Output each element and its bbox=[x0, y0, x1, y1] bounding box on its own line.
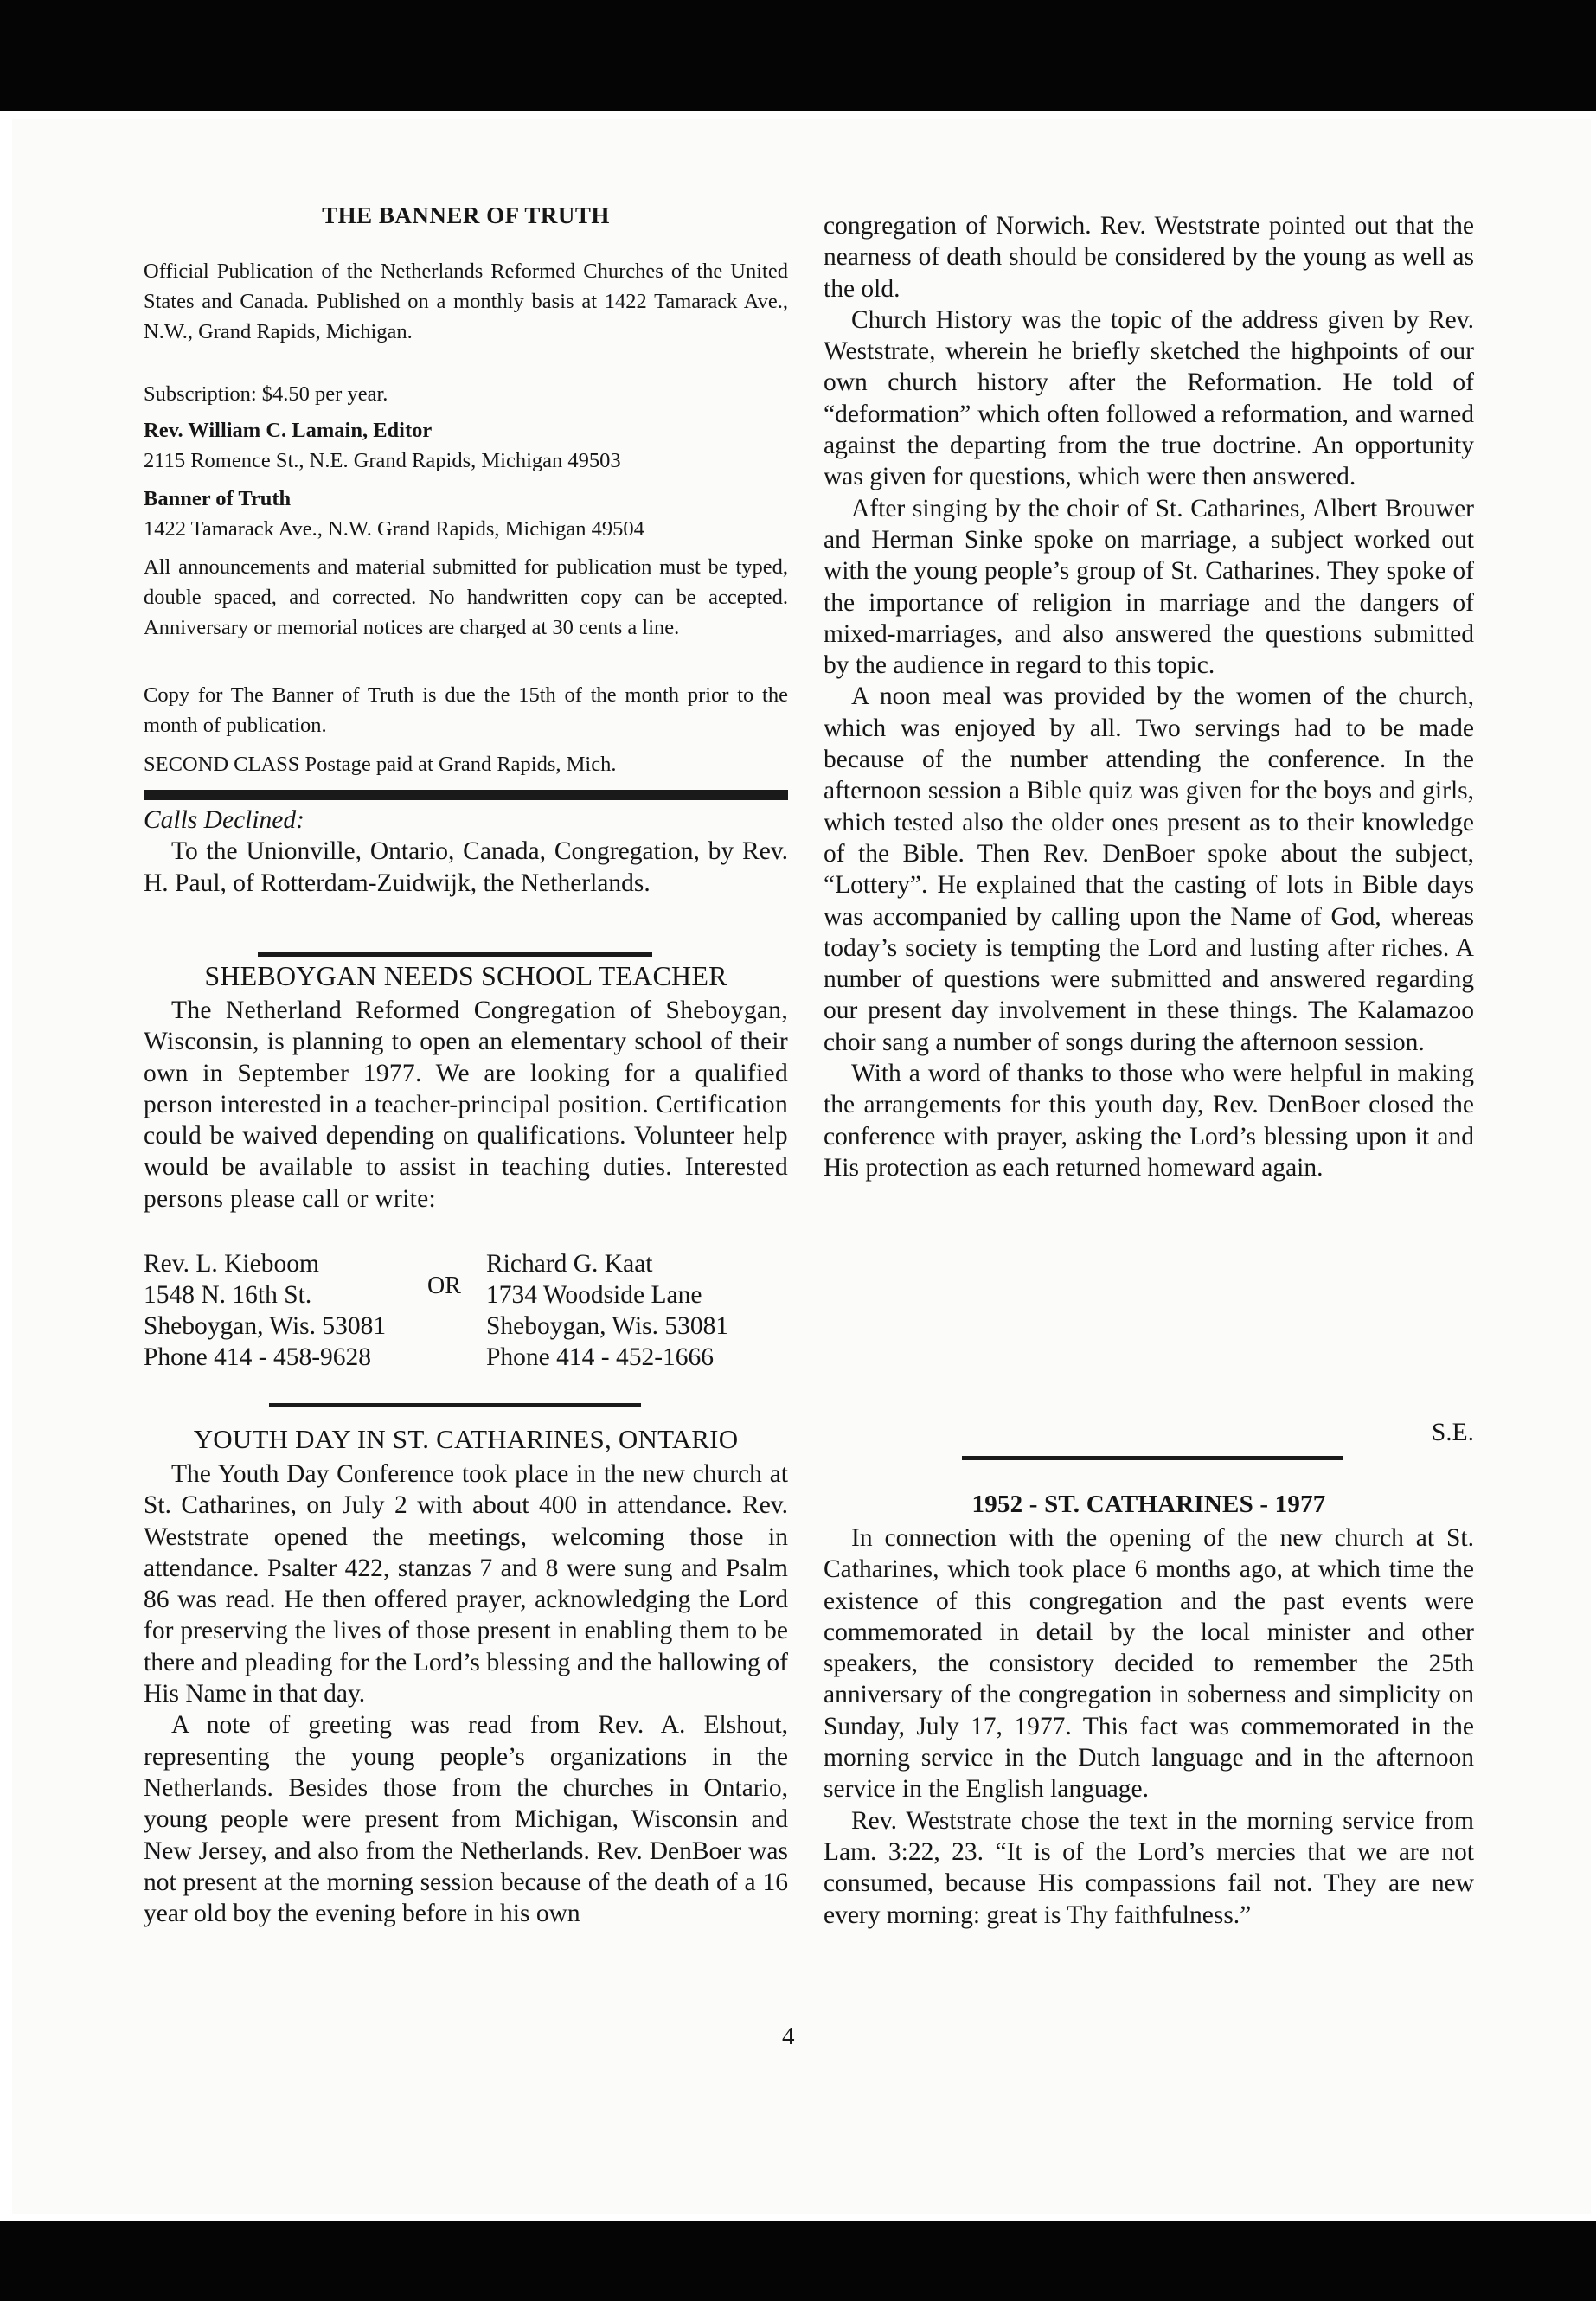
masthead-editor-name: Rev. William C. Lamain, Editor bbox=[144, 419, 433, 442]
youth-day-body bbox=[144, 1458, 788, 1929]
sheboygan-heading: SHEBOYGAN NEEDS SCHOOL TEACHER bbox=[204, 960, 727, 991]
youth-day-paragraph: A note of greeting was read from Rev. A. Elshout, representing the young people’s organizations in the Netherlands. Besides those from the churches in Ontario, young people were present from Michigan, Wisconsin and New Jersey, and also from the Netherlands. Rev. DenBoer was not present at the morning session because of the death of a 16 year old boy the evening before in his own bbox=[144, 1711, 788, 1928]
contact-kaat bbox=[486, 1248, 728, 1373]
anniversary-heading: 1952 - ST. CATHARINES - 1977 bbox=[971, 1490, 1326, 1518]
youth-day-paragraph: congregation of Norwich. Rev. Weststrate pointed out that the nearness of death should be considered by the young as well as the old. bbox=[824, 212, 1474, 303]
contact-or: OR bbox=[427, 1272, 461, 1299]
masthead-banner-name: Banner of Truth bbox=[144, 487, 292, 510]
youth-day-paragraph: The Youth Day Conference took place in the new church at St. Catharines, on July 2 with about 400 in attendance. Rev. Weststrate opened the meetings, welcoming those in attendance. Psalter 422, stanzas 7 and 8 were sung and Psalm 86 was read. He then offered prayer, acknowledging the Lord for preserving the lives of those present in enabling them to be there and pleading for the Lord’s blessing and the hallowing of His Name in that day. bbox=[144, 1460, 788, 1708]
youth-day-signoff: S.E. bbox=[1431, 1419, 1474, 1446]
newsletter-page bbox=[12, 119, 1591, 2214]
section-divider bbox=[962, 1456, 1343, 1460]
youth-day-heading: YOUTH DAY IN ST. CATHARINES, ONTARIO bbox=[193, 1424, 739, 1454]
section-divider bbox=[258, 952, 652, 957]
anniversary-paragraph: Rev. Weststrate chose the text in the morning service from Lam. 3:22, 23. “It is of the Lord’s mercies that we are not consumed, because His compassions fail not. They are new every morning: great is Thy faithfulness.” bbox=[824, 1806, 1474, 1929]
scan-border-bottom bbox=[0, 2221, 1596, 2301]
masthead-divider bbox=[144, 790, 788, 800]
masthead-subscription: Subscription: $4.50 per year. bbox=[144, 382, 388, 406]
calls-declined-text: To the Unionville, Ontario, Canada, Congregation, by Rev. H. Paul, of Rotterdam-Zuidwijk, the Netherlands. bbox=[144, 837, 788, 897]
masthead-official: Official Publication of the Netherlands Reformed Churches of the United States and Canada. Published on a monthly basis at 1422 Tamarack Ave., N.W., Grand Rapids, Michigan. bbox=[144, 260, 788, 343]
contact-line: 1734 Woodside Lane bbox=[486, 1281, 702, 1309]
contact-line: Phone 414 - 452-1666 bbox=[486, 1343, 715, 1371]
youth-day-continued bbox=[824, 210, 1474, 1183]
anniversary-body bbox=[824, 1522, 1474, 1931]
masthead-banner-address: 1422 Tamarack Ave., N.W. Grand Rapids, Michigan 49504 bbox=[144, 517, 644, 541]
contact-line: 1548 N. 16th St. bbox=[144, 1281, 312, 1309]
youth-day-paragraph: After singing by the choir of St. Catharines, Albert Brouwer and Herman Sinke spoke on marriage, a subject worked out with the young people’s group of St. Catharines. They spoke of the importance of religion in marriage and the dangers of mixed-marriages, and also answered the questions submitted by the audience in regard to this topic. bbox=[824, 494, 1474, 680]
calls-declined-heading: Calls Declined: bbox=[144, 806, 304, 834]
sheboygan-text: The Netherland Reformed Congregation of Sheboygan, Wisconsin, is planning to open an elementary school of their own in September 1977. We are looking for a qualified person interested in a teacher-principal position. Certification could be waived depending on qualifications. Volunteer help would be available to assist in teaching duties. Interested persons please call or write: bbox=[144, 997, 788, 1213]
contact-line: Richard G. Kaat bbox=[486, 1250, 653, 1278]
youth-day-paragraph: Church History was the topic of the address given by Rev. Weststrate, wherein he briefly sketched the highpoints of our own church history after the Reformation. He told of “deformation” which often followed a reformation, and warned against the departing from the true doctrine. An opportunity was given for questions, which were then answered. bbox=[824, 305, 1474, 491]
contact-line: Sheboygan, Wis. 53081 bbox=[144, 1312, 387, 1340]
masthead-announcements: All announcements and material submitted for publication must be typed, double spaced, and corrected. No handwritten copy can be accepted. Anniversary or memorial notices are charged at 30 cents a line. bbox=[144, 555, 788, 639]
contact-line: Rev. L. Kieboom bbox=[144, 1250, 319, 1278]
masthead-postage: SECOND CLASS Postage paid at Grand Rapids, Mich. bbox=[144, 753, 617, 776]
masthead-editor-address: 2115 Romence St., N.E. Grand Rapids, Michigan 49503 bbox=[144, 449, 621, 472]
youth-day-paragraph: A noon meal was provided by the women of the church, which was enjoyed by all. Two servings had to be made because of the number attending the conference. In the afternoon session a Bible quiz was given for the boys and girls, which tested also the older ones present as to their knowledge of the Bible. Then Rev. DenBoer spoke about the subject, “Lottery”. He explained that the casting of lots in Bible days was accompanied by calling upon the Name of God, whereas today’s society is tempting the Lord and lusting after riches. A number of questions were submitted and answered regarding our present day involvement in these things. The Kalamazoo choir sang a number of songs during the afternoon session. bbox=[824, 683, 1474, 1056]
page-number: 4 bbox=[782, 2022, 795, 2050]
masthead-title: THE BANNER OF TRUTH bbox=[322, 202, 610, 228]
contact-line: Sheboygan, Wis. 53081 bbox=[486, 1312, 729, 1340]
masthead-copy-due: Copy for The Banner of Truth is due the 15th of the month prior to the month of publication. bbox=[144, 683, 788, 737]
scan-border-top bbox=[0, 0, 1596, 111]
contact-kieboom bbox=[144, 1248, 386, 1373]
calls-declined-section bbox=[144, 804, 788, 899]
sheboygan-body bbox=[144, 995, 788, 1215]
youth-day-paragraph: With a word of thanks to those who were helpful in making the arrangements for this youth day, Rev. DenBoer closed the conference with prayer, asking the Lord’s blessing upon it and His protection as each returned homeward again. bbox=[824, 1060, 1474, 1182]
section-divider bbox=[269, 1403, 641, 1407]
contact-line: Phone 414 - 458-9628 bbox=[144, 1343, 372, 1371]
anniversary-paragraph: In connection with the opening of the new church at St. Catharines, which took place 6 months ago, at which time the existence of this congregation and the past events were commemorated in detail by the local minister and other speakers, the consistory decided to remember the 25th anniversary of the congregation in soberness and simplicity on Sunday, July 17, 1977. This fact was commemorated in the morning service in the Dutch language and in the afternoon service in the English language. bbox=[824, 1524, 1474, 1804]
